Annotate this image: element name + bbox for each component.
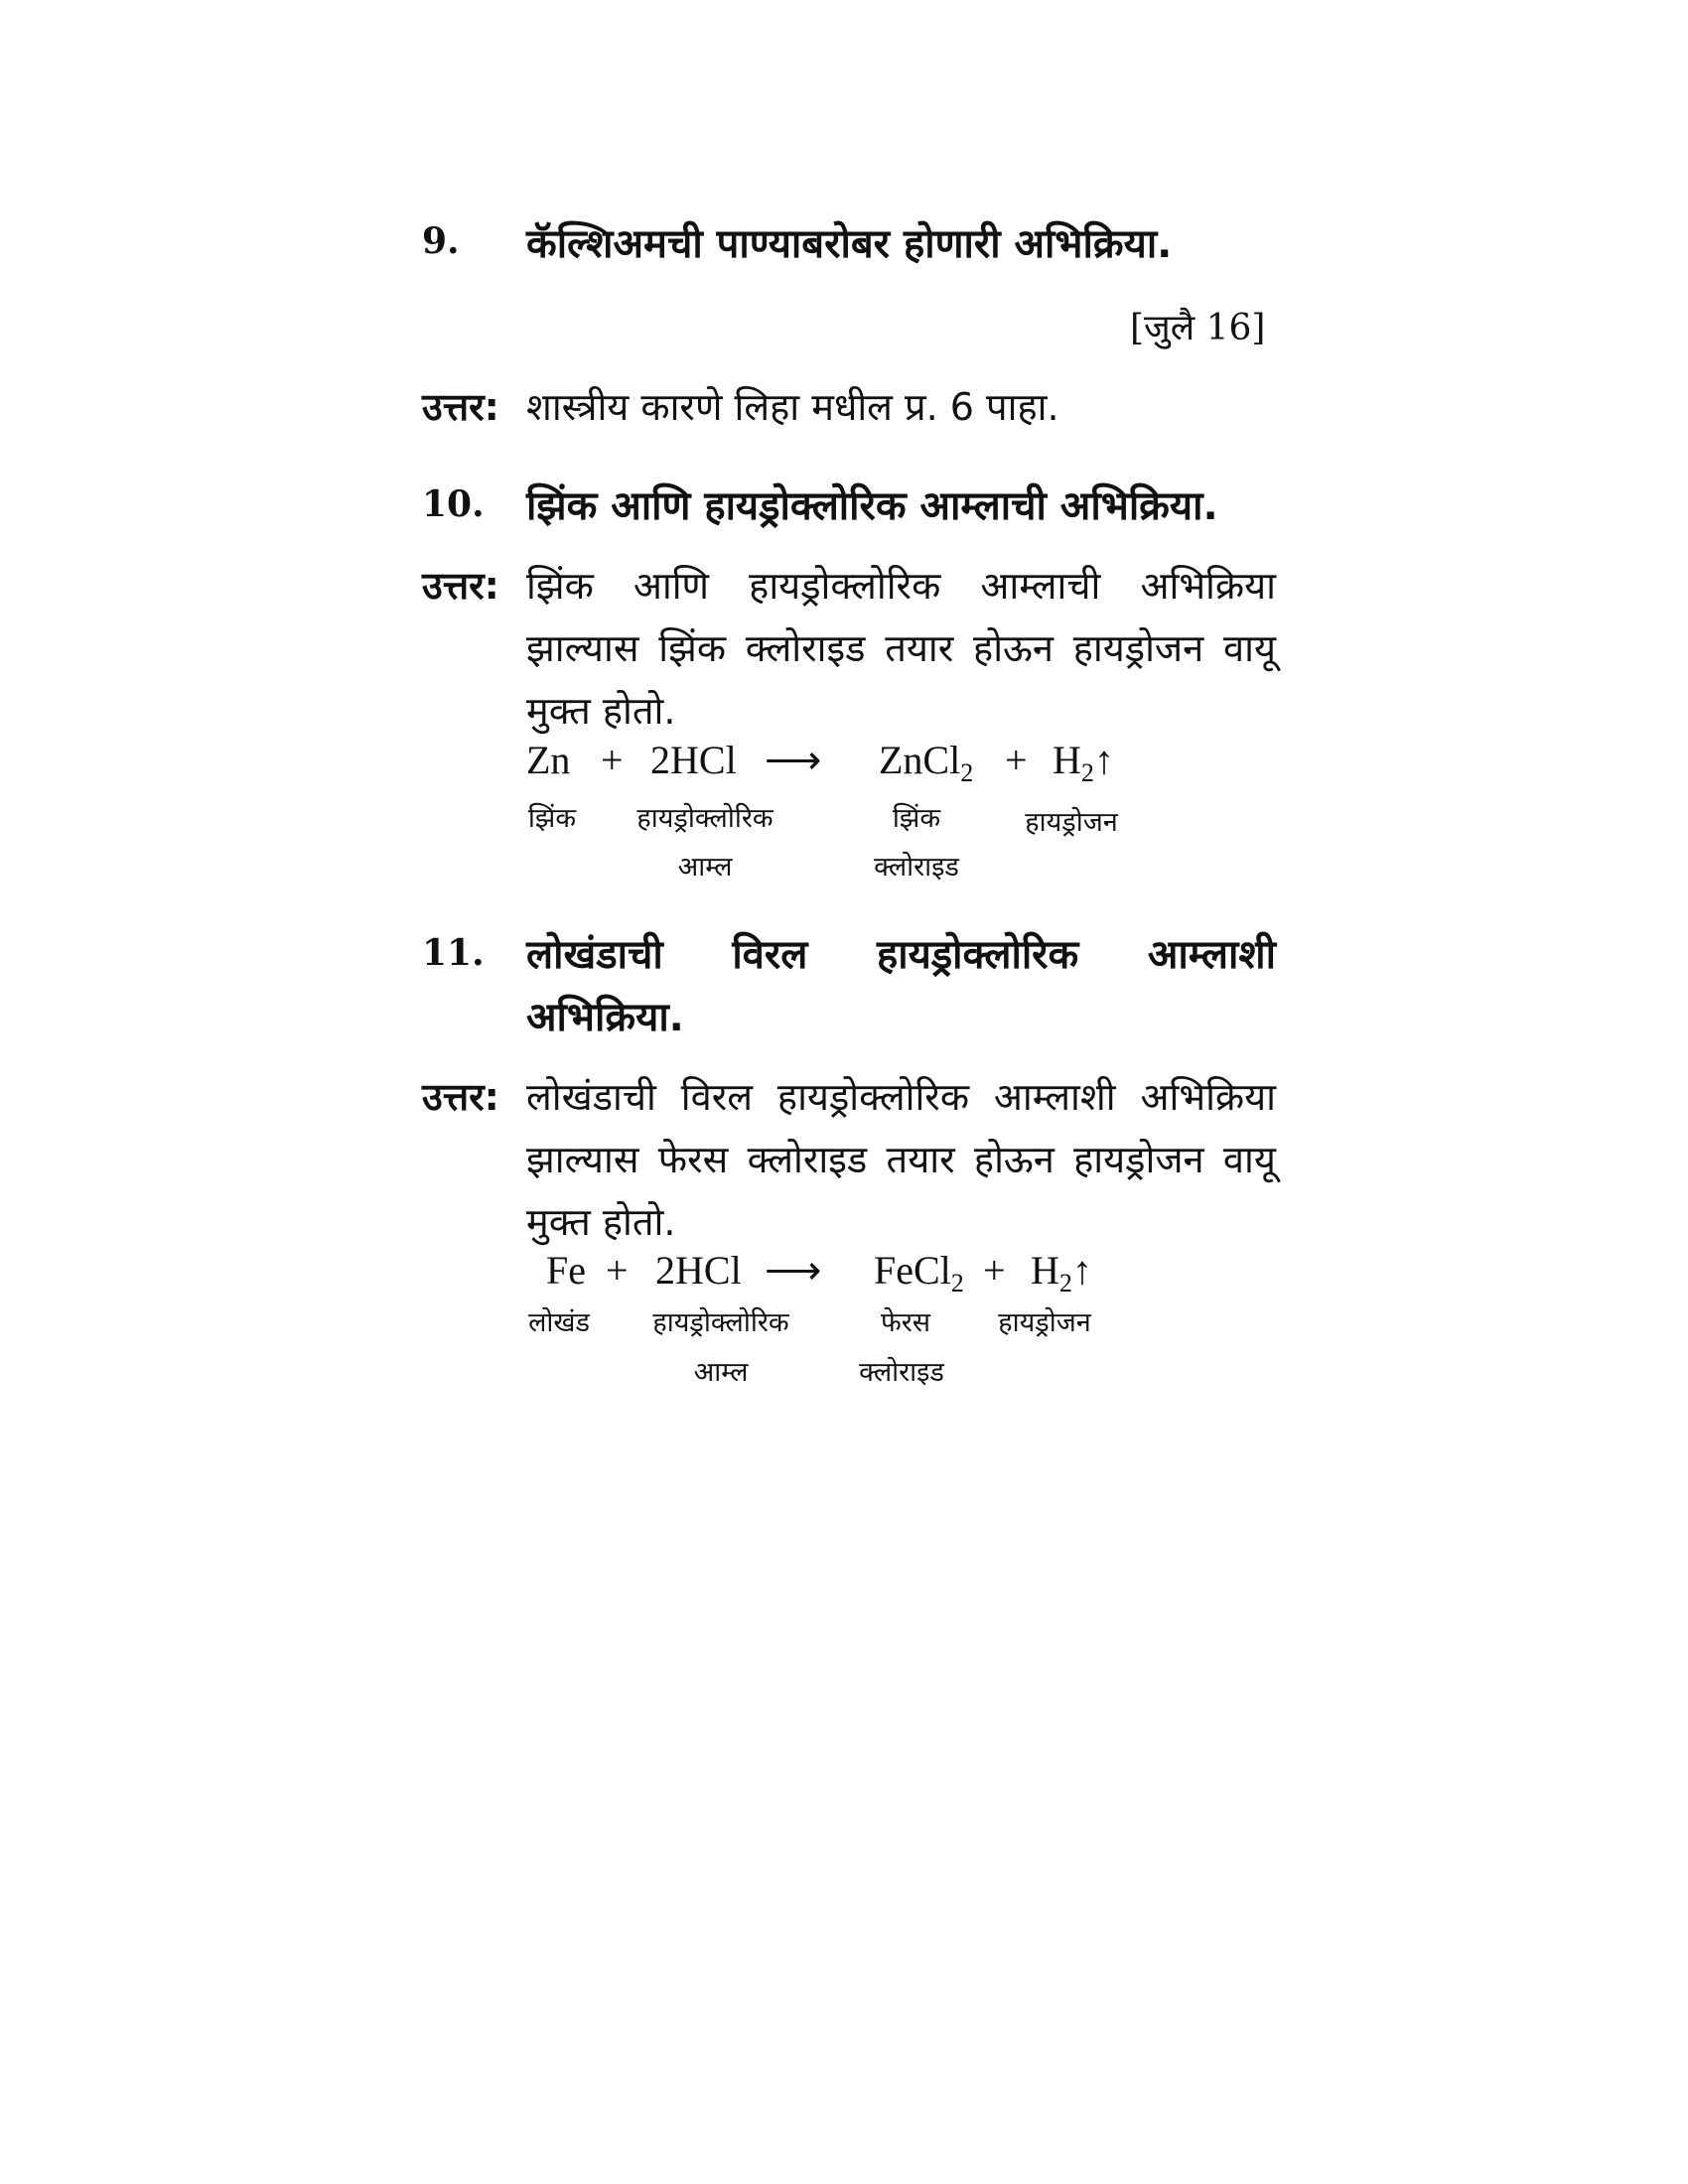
title-word: हायड्रोक्लोरिक — [876, 932, 1079, 978]
question-10-answer-line-2 — [526, 621, 1276, 673]
question-11-title-line-1 — [526, 925, 1276, 980]
title-word: आम्लाशी — [1147, 932, 1276, 978]
label-iron: लोखंड — [528, 1307, 590, 1338]
formula-base: H — [1053, 738, 1081, 782]
title-word: विरल — [732, 932, 808, 978]
answer-word: आम्लाशी — [993, 1075, 1116, 1119]
question-10-number: 10. — [422, 483, 485, 525]
answer-word: झाल्यास — [526, 1138, 639, 1181]
question-11-title-line-2: अभिक्रिया. — [526, 995, 684, 1040]
plus-sign: + — [983, 1248, 1006, 1293]
answer-word: लोखंडाची — [526, 1075, 656, 1119]
product-zinc-chloride — [879, 737, 973, 788]
answer-word: झिंक — [658, 626, 727, 670]
formula-base: ZnCl — [879, 738, 961, 782]
gas-arrow-icon: ↑ — [1071, 1248, 1092, 1293]
answer-word: हायड्रोक्लोरिक — [776, 1075, 970, 1119]
plus-sign: + — [601, 738, 624, 782]
label-chloride: क्लोराइड — [874, 852, 959, 883]
answer-word: आम्लाची — [980, 564, 1101, 608]
question-10-answer-label: उत्तर: — [422, 564, 499, 608]
answer-word: वायू — [1222, 1138, 1276, 1181]
answer-word: विरल — [680, 1075, 754, 1119]
answer-word: तयार — [886, 1138, 955, 1181]
product-hydrogen — [1031, 1247, 1092, 1298]
reaction-arrow: ⟶ — [765, 1248, 822, 1293]
plus-sign: + — [606, 1248, 629, 1293]
answer-word: फेरस — [657, 1138, 729, 1181]
question-10-answer-line-1 — [526, 559, 1276, 611]
gas-arrow-icon: ↑ — [1093, 738, 1114, 782]
question-11-answer-line-3: मुक्त होतो. — [526, 1200, 676, 1244]
answer-word: झिंक — [526, 564, 594, 608]
label-zinc: झिंक — [527, 803, 577, 834]
question-11-answer-label: उत्तर: — [422, 1075, 499, 1119]
answer-word: क्लोराइड — [745, 626, 866, 670]
question-11-answer-line-1 — [526, 1070, 1276, 1122]
formula-subscript: 2 — [1080, 758, 1094, 787]
answer-word: वायू — [1222, 626, 1276, 670]
label-zinc: झिंक — [892, 803, 941, 834]
question-9-answer-text: शास्त्रीय कारणे लिहा मधील प्र. 6 पाहा. — [526, 385, 1059, 429]
reactant-hcl: 2HCl — [655, 1248, 742, 1293]
label-hydrochloric: हायड्रोक्लोरिक — [652, 1307, 789, 1338]
formula-subscript: 2 — [950, 1269, 964, 1297]
product-ferrous-chloride — [874, 1247, 964, 1298]
label-chloride: क्लोराइड — [859, 1357, 944, 1388]
question-10-title: झिंक आणि हायड्रोक्लोरिक आम्लाची अभिक्रिया. — [526, 483, 1218, 529]
reaction-arrow: ⟶ — [765, 738, 822, 782]
reactant-iron: Fe — [546, 1248, 586, 1293]
formula-subscript: 2 — [1058, 1269, 1072, 1297]
reactant-zinc: Zn — [526, 738, 571, 782]
question-11-number: 11. — [422, 932, 485, 974]
product-hydrogen — [1053, 737, 1114, 788]
answer-word: क्लोराइड — [747, 1138, 868, 1181]
title-word: लोखंडाची — [526, 932, 663, 978]
reactant-hcl: 2HCl — [650, 738, 737, 782]
formula-base: FeCl — [874, 1248, 951, 1293]
label-ferrous: फेरस — [880, 1307, 931, 1338]
answer-word: अभिक्रिया — [1140, 564, 1276, 608]
formula-base: H — [1031, 1248, 1059, 1293]
label-acid: आम्ल — [677, 852, 733, 883]
answer-word: झाल्यास — [526, 626, 639, 670]
question-10-answer-line-3: मुक्त होतो. — [526, 689, 676, 733]
answer-word: हायड्रोजन — [1073, 1138, 1204, 1181]
question-9-title: कॅल्शिअमची पाण्याबरोबर होणारी अभिक्रिया. — [526, 221, 1173, 267]
answer-word: होऊन — [973, 626, 1054, 670]
answer-word: आणि — [633, 564, 710, 608]
answer-word: होऊन — [973, 1138, 1055, 1181]
label-hydrogen: हायड्रोजन — [998, 1307, 1091, 1338]
label-hydrogen: हायड्रोजन — [1025, 807, 1118, 838]
label-acid: आम्ल — [693, 1357, 749, 1388]
question-9-date-tag: [जुलै 16] — [1130, 308, 1266, 348]
question-9-answer-label: उत्तर: — [422, 385, 499, 429]
question-9-number: 9. — [422, 220, 460, 262]
plus-sign: + — [1005, 738, 1028, 782]
question-11-answer-line-2 — [526, 1133, 1276, 1184]
answer-word: तयार — [885, 626, 954, 670]
answer-word: हायड्रोजन — [1072, 626, 1204, 670]
answer-word: अभिक्रिया — [1140, 1075, 1276, 1119]
answer-word: हायड्रोक्लोरिक — [749, 564, 941, 608]
label-hydrochloric: हायड्रोक्लोरिक — [636, 803, 774, 834]
formula-subscript: 2 — [960, 758, 974, 787]
